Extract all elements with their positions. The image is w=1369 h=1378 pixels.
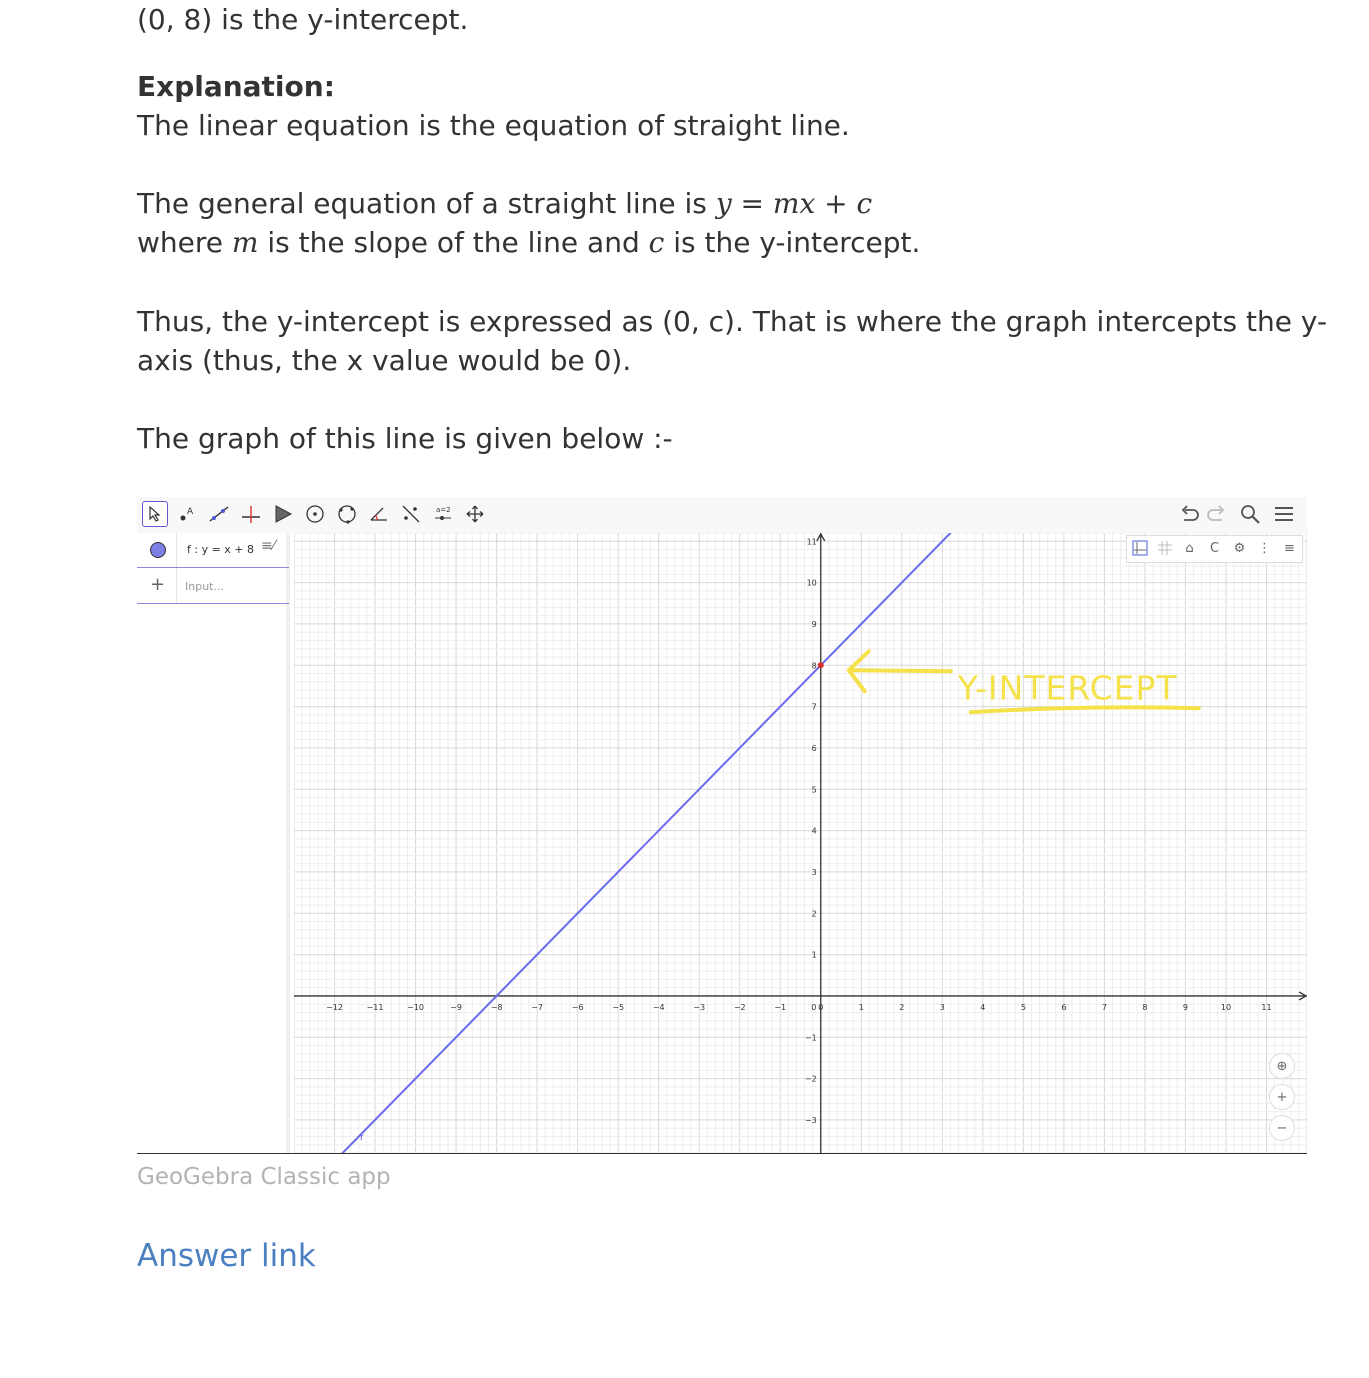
x-tick-label: 10: [1220, 1002, 1232, 1012]
general-equation-text: The general equation of a straight line is: [137, 187, 716, 220]
paragraph-linear-equation: The linear equation is the equation of straight line.: [137, 109, 850, 142]
y-tick-label: 10: [806, 578, 817, 588]
geogebra-toolbar: [137, 497, 1307, 533]
zoom-in-icon[interactable]: +: [1269, 1084, 1295, 1110]
x-tick-label: 5: [1020, 1002, 1026, 1012]
x-tick-label: −8: [490, 1002, 503, 1012]
paragraph-intercept-line2: axis (thus, the x value would be 0).: [137, 344, 632, 377]
menu-icon[interactable]: [1271, 501, 1297, 527]
math-m: m: [231, 226, 259, 259]
add-icon[interactable]: +: [150, 574, 166, 595]
algebra-input-row[interactable]: [137, 569, 289, 604]
line-tool-icon[interactable]: [206, 501, 232, 527]
grid-toggle-icon[interactable]: [1152, 536, 1177, 560]
svg-text:a=2: a=2: [436, 506, 451, 514]
explanation-heading: Explanation:: [137, 70, 335, 103]
y-tick-label: −2: [804, 1074, 817, 1084]
x-tick-label: −1: [774, 1002, 787, 1012]
function-label: f: [359, 1132, 364, 1144]
visibility-toggle[interactable]: [150, 542, 166, 558]
angle-tool-icon[interactable]: [366, 501, 392, 527]
paragraph-general-equation: [137, 184, 872, 223]
origin-label: 0: [811, 1002, 817, 1012]
x-tick-label: 3: [939, 1002, 945, 1012]
x-tick-label: −7: [531, 1002, 544, 1012]
point-capture-icon[interactable]: C: [1209, 540, 1220, 556]
y-tick-label: 3: [811, 867, 817, 877]
y-tick-label: −1: [804, 1033, 817, 1043]
circle-tool-icon[interactable]: [302, 501, 328, 527]
home-icon[interactable]: ⌂: [1185, 540, 1194, 556]
x-tick-label: 8: [1142, 1002, 1148, 1012]
x-tick-label: −11: [366, 1002, 384, 1012]
algebra-function-label: f : y = x + 8: [187, 543, 255, 556]
x-tick-label: −5: [612, 1002, 625, 1012]
x-tick-label: −2: [733, 1002, 746, 1012]
point-tool-icon[interactable]: [174, 501, 200, 527]
graph-canvas[interactable]: [294, 533, 1307, 1153]
paragraph-graph-intro: The graph of this line is given below :-: [137, 422, 673, 455]
circle-three-points-tool-icon[interactable]: [334, 501, 360, 527]
algebra-input[interactable]: Input...: [185, 580, 224, 593]
graphics-view[interactable]: [294, 533, 1307, 1153]
y-intercept-point: [818, 662, 824, 668]
math-equation: y = mx + c: [715, 187, 873, 220]
intercept-statement: (0, 8) is the y-intercept.: [137, 3, 469, 36]
x-tick-label: −12: [326, 1002, 343, 1012]
applet-caption: GeoGebra Classic app: [137, 1164, 391, 1190]
move-graphics-tool-icon[interactable]: [462, 501, 488, 527]
x-tick-label: −10: [407, 1002, 425, 1012]
annotation-label: Y-INTERCEPT: [957, 668, 1178, 708]
search-icon[interactable]: [1237, 501, 1263, 527]
answer-link[interactable]: Answer link: [137, 1238, 316, 1274]
x-tick-label: 7: [1101, 1002, 1107, 1012]
x-tick-label: 1: [858, 1002, 864, 1012]
x-tick-label: −3: [693, 1002, 706, 1012]
x-tick-label: 2: [899, 1002, 905, 1012]
annotation-arrow: [851, 670, 951, 671]
y-tick-label: 11: [806, 537, 817, 547]
annotation-underline: [971, 707, 1199, 712]
zoom-out-icon[interactable]: −: [1269, 1115, 1295, 1141]
math-c: c: [648, 226, 665, 259]
graphics-style-bar: [1126, 535, 1303, 563]
gear-icon[interactable]: ⚙: [1233, 540, 1246, 556]
slider-tool-icon[interactable]: [430, 501, 456, 527]
x-tick-label: −9: [450, 1002, 462, 1012]
algebra-view: [137, 533, 290, 1153]
redo-icon[interactable]: [1203, 501, 1229, 527]
x-tick-label: 4: [980, 1002, 986, 1012]
function-line: [294, 533, 1307, 1153]
axes-toggle-icon[interactable]: [1127, 536, 1152, 560]
view-toggle-icon[interactable]: ≡: [1284, 540, 1295, 556]
y-tick-label: 9: [811, 619, 817, 629]
algebra-options-icon[interactable]: ≡⁄: [261, 538, 276, 554]
y-tick-label: 1: [811, 950, 817, 960]
geogebra-applet[interactable]: [137, 497, 1307, 1154]
polygon-tool-icon[interactable]: [270, 501, 296, 527]
y-tick-label: −3: [804, 1115, 817, 1125]
x-tick-label: 9: [1182, 1002, 1188, 1012]
y-tick-label: 2: [811, 909, 817, 919]
y-tick-label: 5: [811, 785, 817, 795]
perpendicular-tool-icon[interactable]: [238, 501, 264, 527]
x-tick-label: 6: [1061, 1002, 1067, 1012]
x-tick-label: −6: [571, 1002, 584, 1012]
algebra-item-f[interactable]: [137, 533, 289, 568]
svg-text:A: A: [187, 507, 194, 517]
x-tick-label: 0: [818, 1002, 824, 1012]
undo-icon[interactable]: [1177, 501, 1203, 527]
y-tick-label: 8: [811, 661, 817, 671]
paragraph-where: where m is the slope of the line and c is the y-intercept.: [137, 226, 921, 259]
standard-view-icon[interactable]: ⊕: [1269, 1053, 1295, 1079]
paragraph-intercept-line1: Thus, the y-intercept is expressed as (0, c). That is where the graph intercepts the y-: [137, 305, 1328, 338]
x-tick-label: −4: [652, 1002, 665, 1012]
y-tick-label: 7: [811, 702, 817, 712]
x-tick-label: 11: [1261, 1002, 1272, 1012]
y-tick-label: 4: [811, 826, 817, 836]
y-tick-label: 6: [811, 743, 817, 753]
move-tool-icon[interactable]: [142, 501, 168, 527]
reflect-tool-icon[interactable]: [398, 501, 424, 527]
more-icon[interactable]: ⋮: [1258, 540, 1271, 556]
